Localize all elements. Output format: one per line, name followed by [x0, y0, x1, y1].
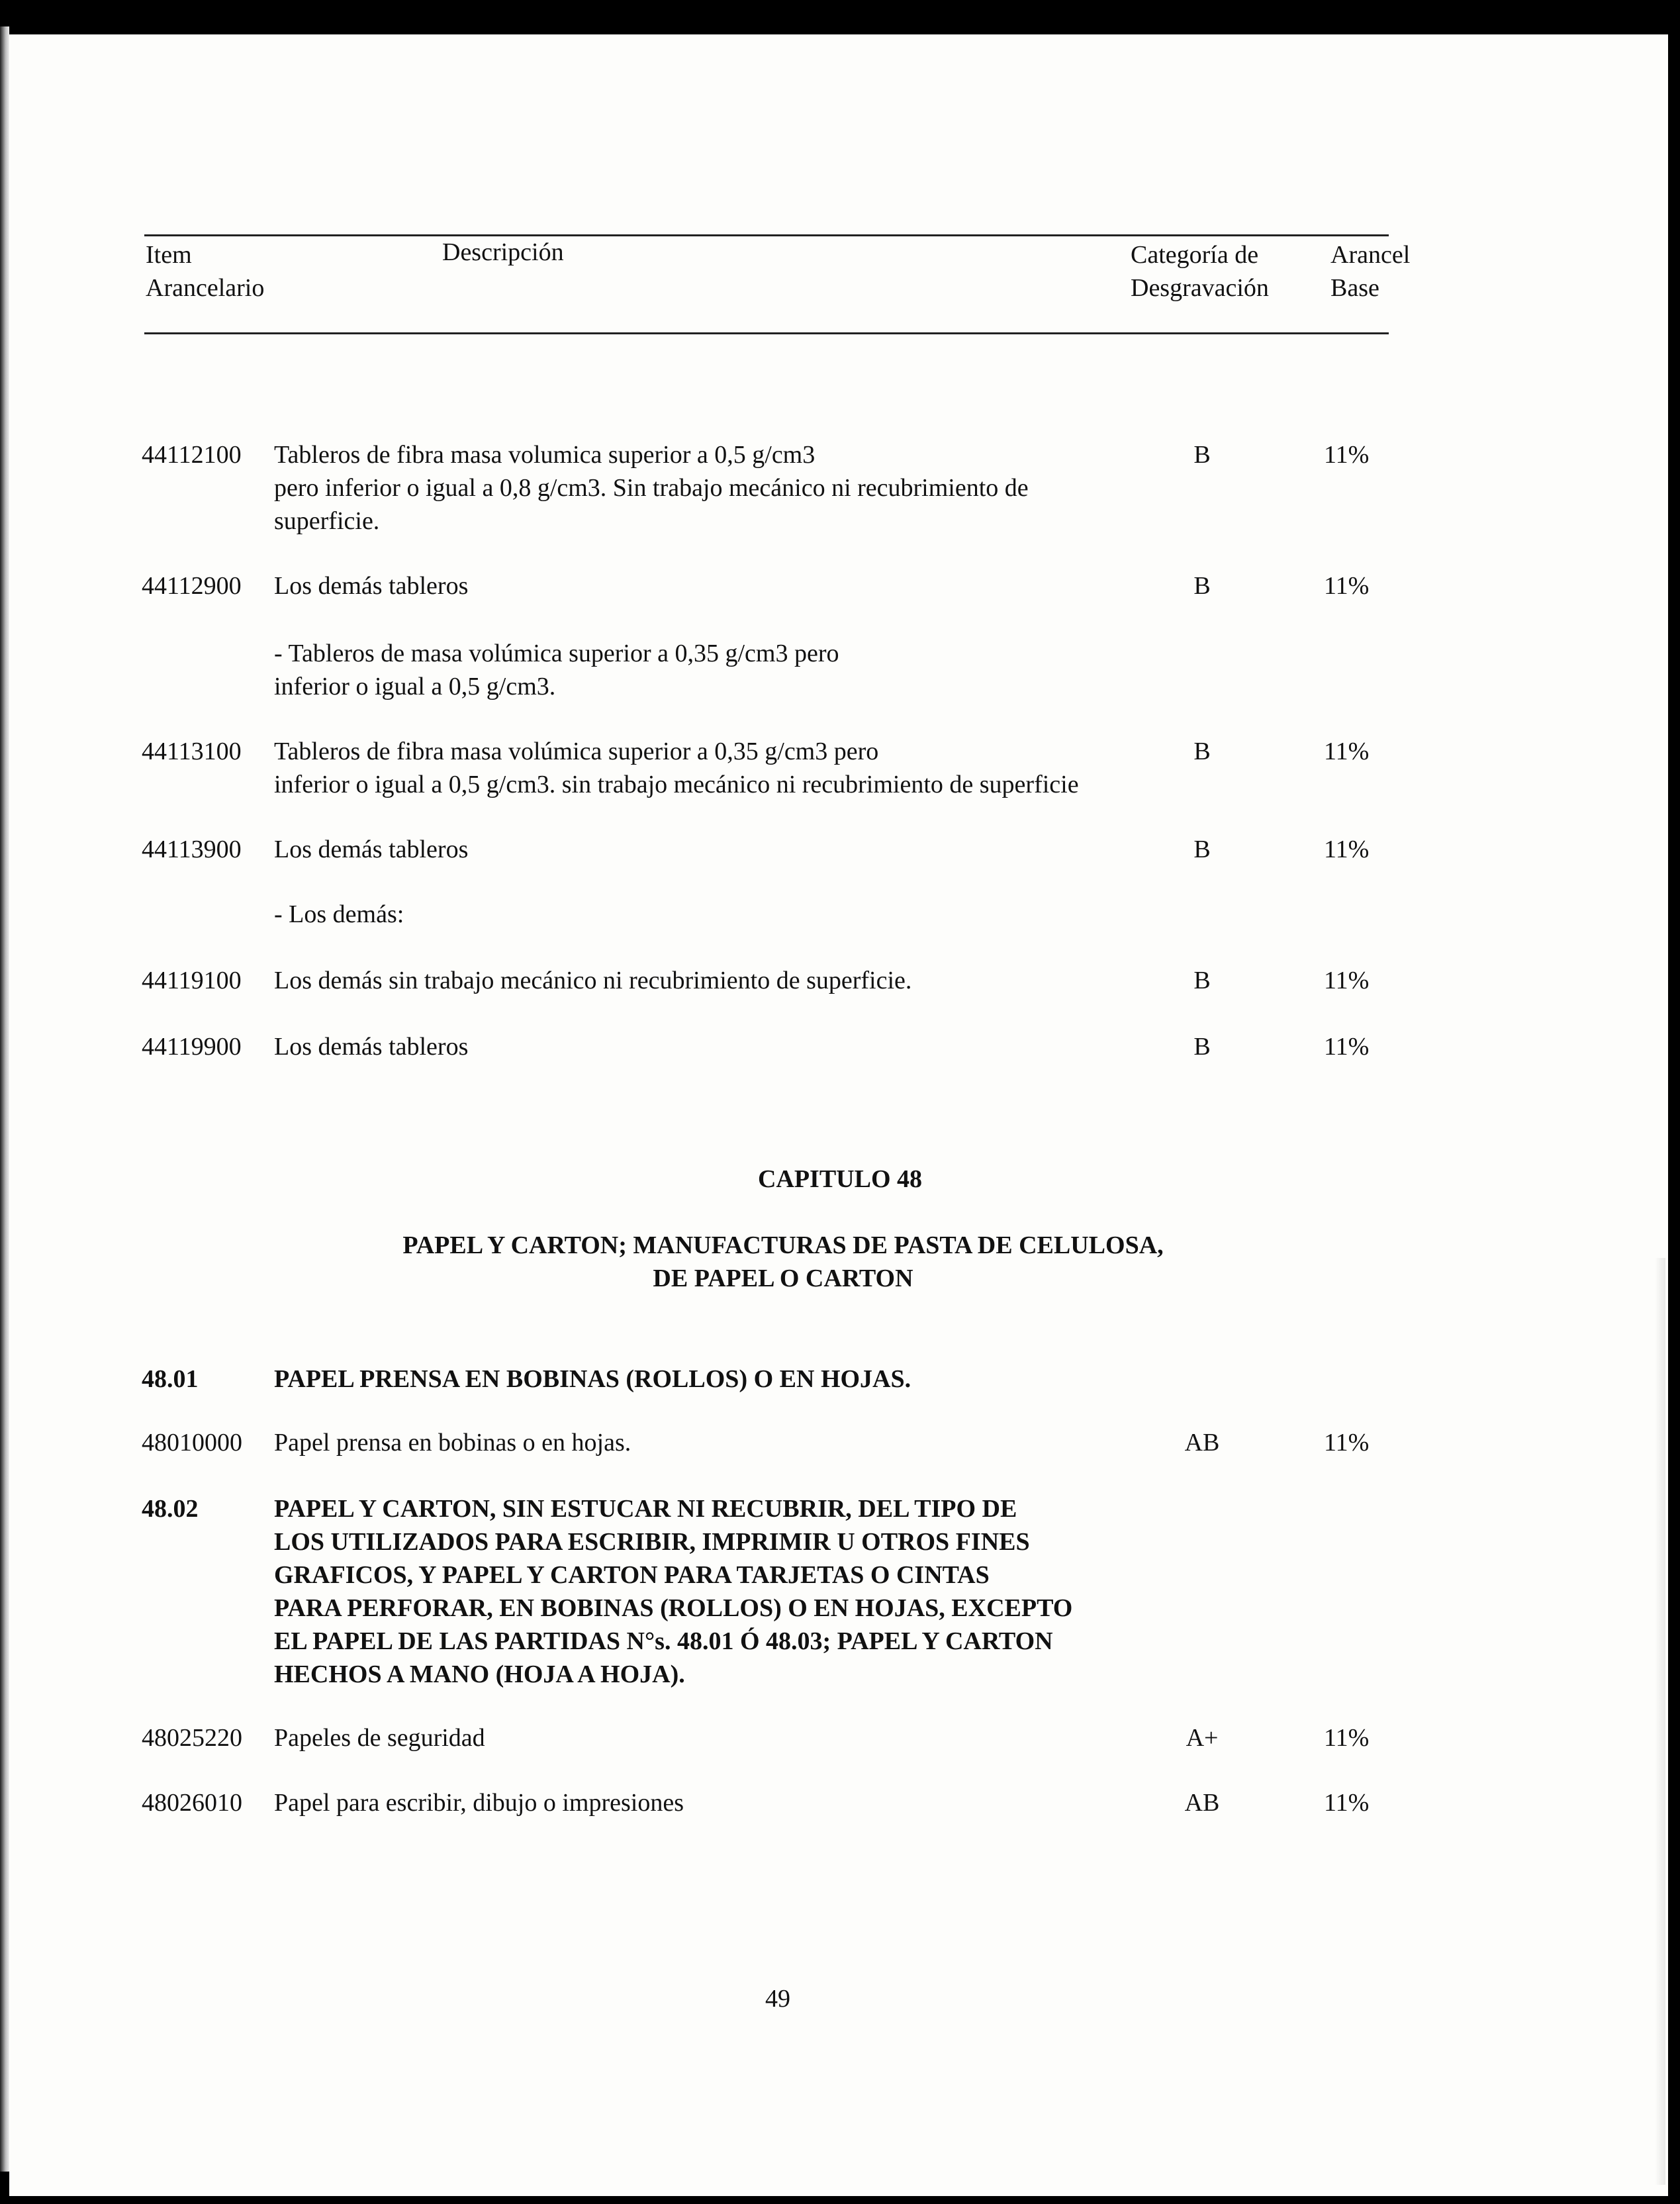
header-arancel-base: Arancel Base: [1330, 241, 1411, 302]
item-description: Tableros de fibra masa volumica superior a 0,5 g/cm3 pero inferior o igual a 0,8 g/cm3. Sin trabajo mecánico ni recubrimiento de superficie.: [274, 441, 1029, 535]
item-description: Papel prensa en bobinas o en hojas.: [274, 1429, 631, 1457]
scan-edge: [0, 26, 9, 2172]
header-categoria: Categoría de Desgravación: [1131, 241, 1269, 302]
item-category: B: [1193, 1033, 1211, 1061]
item-description: Los demás tableros: [274, 1033, 469, 1061]
header-item-arancelario: Item Arancelario: [146, 241, 265, 302]
heading-description: PAPEL PRENSA EN BOBINAS (ROLLOS) O EN HOJAS.: [274, 1365, 911, 1393]
item-code: 48026010: [142, 1789, 242, 1817]
item-code: 44119900: [142, 1033, 242, 1061]
item-description: Los demás tableros: [274, 572, 469, 600]
item-rate: 11%: [1324, 1429, 1370, 1457]
heading-description: PAPEL Y CARTON, SIN ESTUCAR NI RECUBRIR, DEL TIPO DE LOS UTILIZADOS PARA ESCRIBIR, IMPRIMIR U OTROS FINES GRAFICOS, Y PAPEL Y CARTON PARA TARJETAS O CINTAS PARA PERFORAR, EN BOBINAS (ROLLOS) O EN HOJAS, EXCEPTO EL PAPEL DE LAS PARTIDAS N°s. 48.01 Ó 48.03; PAPEL Y CARTON HECHOS A MANO (HOJA A HOJA).: [274, 1495, 1073, 1688]
item-category: B: [1193, 738, 1211, 765]
item-rate: 11%: [1324, 441, 1370, 469]
header-descripcion: Descripción: [442, 238, 564, 266]
heading-code: 48.01: [142, 1365, 199, 1393]
chapter-title: CAPITULO 48: [757, 1165, 923, 1193]
subheading: - Tableros de masa volúmica superior a 0,35 g/cm3 pero inferior o igual a 0,5 g/cm3.: [274, 640, 839, 700]
item-description: Los demás sin trabajo mecánico ni recubrimiento de superficie.: [274, 967, 912, 994]
item-description: Papel para escribir, dibujo o impresiones: [274, 1789, 684, 1817]
item-code: 44113100: [142, 738, 242, 765]
item-description: Tableros de fibra masa volúmica superior a 0,35 g/cm3 pero inferior o igual a 0,5 g/cm3. sin trabajo mecánico ni recubrimiento de superficie: [274, 738, 1079, 798]
item-category: B: [1193, 967, 1211, 994]
scan-edge: [1655, 1258, 1665, 2185]
heading-code: 48.02: [142, 1495, 199, 1523]
item-category: B: [1193, 572, 1211, 600]
item-rate: 11%: [1324, 1724, 1370, 1752]
item-rate: 11%: [1324, 1033, 1370, 1061]
item-category: B: [1193, 836, 1211, 863]
item-code: 48010000: [142, 1429, 242, 1457]
item-rate: 11%: [1324, 572, 1370, 600]
page-number: 49: [765, 1985, 790, 2013]
item-description: Papeles de seguridad: [274, 1724, 485, 1752]
item-rate: 11%: [1324, 836, 1370, 863]
item-category: AB: [1184, 1429, 1220, 1457]
item-rate: 11%: [1324, 1789, 1370, 1817]
item-code: 44113900: [142, 836, 242, 863]
item-category: AB: [1184, 1789, 1220, 1817]
subheading: - Los demás:: [274, 900, 404, 928]
header-top-rule: [144, 234, 1389, 236]
item-code: 44112900: [142, 572, 242, 600]
item-code: 44119100: [142, 967, 242, 994]
item-code: 44112100: [142, 441, 242, 469]
item-description: Los demás tableros: [274, 836, 469, 863]
item-rate: 11%: [1324, 738, 1370, 765]
item-category: B: [1193, 441, 1211, 469]
document-sheet: [9, 34, 1668, 2196]
chapter-subtitle: PAPEL Y CARTON; MANUFACTURAS DE PASTA DE CELULOSA, DE PAPEL O CARTON: [402, 1231, 1164, 1292]
item-rate: 11%: [1324, 967, 1370, 994]
item-code: 48025220: [142, 1724, 242, 1752]
item-category: A+: [1186, 1724, 1219, 1752]
header-bottom-rule: [144, 332, 1389, 334]
